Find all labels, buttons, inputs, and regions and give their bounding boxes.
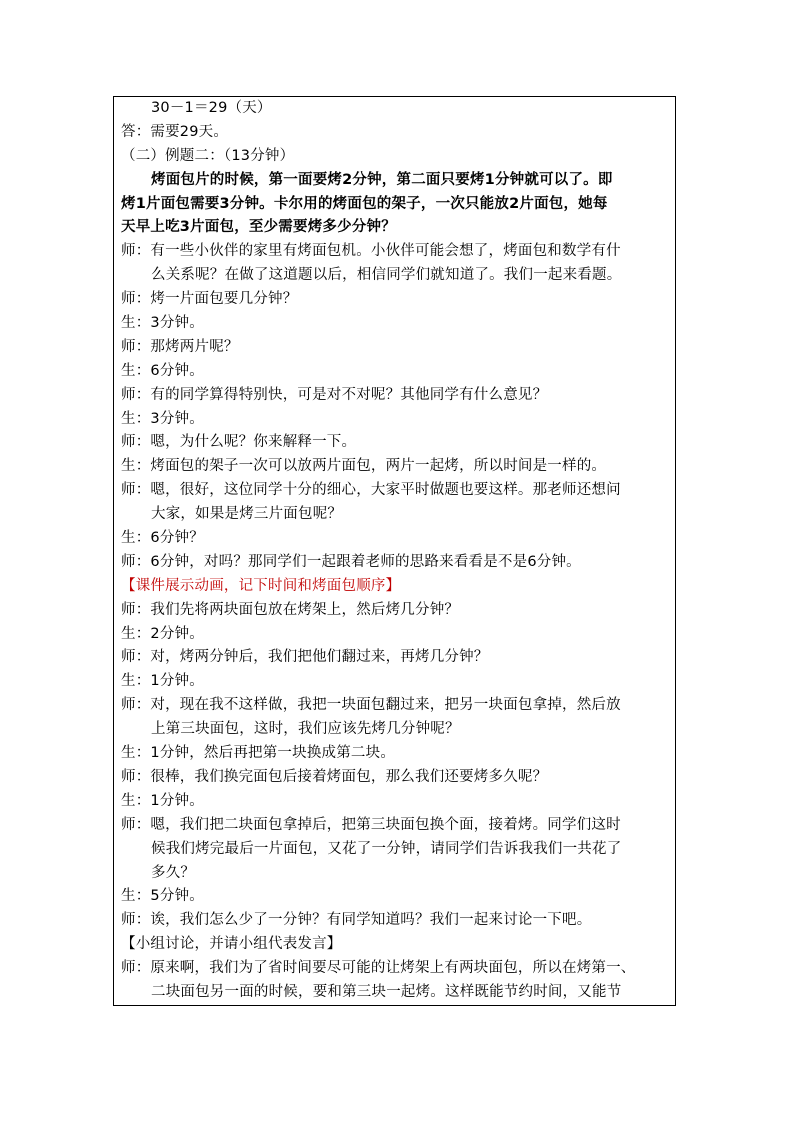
dialogue-line-continued: 二块面包另一面的时候，要和第三块一起烤。这样既能节约时间，又能节: [151, 983, 622, 1000]
dialogue-line: 生：3分钟。: [121, 410, 204, 427]
dialogue-line: 师：有的同学算得特别快，可是对不对呢？其他同学有什么意见？: [121, 386, 548, 403]
dialogue-line: 师：很棒，我们换完面包后接着烤面包，那么我们还要烤多久呢？: [121, 768, 548, 785]
section-heading: （二）例题二：（13分钟）: [121, 147, 295, 164]
dialogue-line: 师：诶，我们怎么少了一分钟？有同学知道吗？我们一起来讨论一下吧。: [121, 912, 592, 929]
dialogue-line: 生：2分钟。: [121, 625, 204, 642]
dialogue-line: 师：6分钟，对吗？那同学们一起跟着老师的思路来看看是不是6分钟。: [121, 553, 581, 570]
dialogue-line: 师：对，现在我不这样做，我把一块面包翻过来，把另一块面包拿掉，然后放: [121, 697, 621, 714]
dialogue-line-continued: 多久？: [151, 864, 196, 881]
dialogue-line: 生：3分钟。: [121, 315, 204, 332]
dialogue-line-continued: 候我们烤完最后一片面包，又花了一分钟，请同学们告诉我我们一共花了: [151, 840, 622, 857]
group-discussion-note: 【小组讨论，并请小组代表发言】: [121, 936, 342, 953]
dialogue-line-continued: 么关系呢？在做了这道题以后，相信同学们就知道了。我们一起来看题。: [151, 267, 622, 284]
dialogue-line: 生：1分钟，然后再把第一块换成第二块。: [121, 745, 396, 762]
dialogue-line: 师：嗯，为什么呢？你来解释一下。: [121, 434, 357, 451]
dialogue-line: 师：原来啊，我们为了省时间要尽可能的让烤架上有两块面包，所以在烤第一、: [121, 960, 636, 977]
dialogue-line: 生：1分钟。: [121, 792, 204, 809]
problem-text-line-1: 烤面包片的时候，第一面要烤2分钟，第二面只要烤1分钟就可以了。即: [151, 171, 613, 188]
dialogue-line: 师：烤一片面包要几分钟？: [121, 291, 298, 308]
problem-text-line-2: 烤1片面包需要3分钟。卡尔用的烤面包的架子，一次只能放2片面包，她每: [121, 195, 608, 212]
dialogue-line-continued: 大家，如果是烤三片面包呢？: [151, 506, 343, 523]
dialogue-line: 生：烤面包的架子一次可以放两片面包，两片一起烤，所以时间是一样的。: [121, 458, 607, 475]
dialogue-line: 生：6分钟？: [121, 530, 204, 547]
calc-line: 30－1＝29（天）: [151, 100, 272, 116]
answer-line: 答：需要29天。: [121, 123, 229, 140]
dialogue-line: 师：嗯，很好，这位同学十分的细心，大家平时做题也要这样。那老师还想问: [121, 482, 621, 499]
dialogue-line: 师：对，烤两分钟后，我们把他们翻过来，再烤几分钟？: [121, 649, 489, 666]
stage-direction-note: 【课件展示动画，记下时间和烤面包顺序】: [121, 577, 401, 594]
dialogue-line: 生：6分钟。: [121, 362, 204, 379]
dialogue-line: 师：那烤两片呢？: [121, 338, 239, 355]
dialogue-line: 师：嗯，我们把二块面包拿掉后，把第三块面包换个面，接着烤。同学们这时: [121, 816, 621, 833]
lesson-plan-table-cell: [113, 96, 676, 1006]
dialogue-line: 师：我们先将两块面包放在烤架上，然后烤几分钟？: [121, 601, 460, 618]
dialogue-line: 生：1分钟。: [121, 673, 204, 690]
dialogue-line-continued: 上第三块面包，这时，我们应该先烤几分钟呢？: [151, 721, 460, 738]
dialogue-line: 生：5分钟。: [121, 888, 204, 905]
dialogue-line: 师：有一些小伙伴的家里有烤面包机。小伙伴可能会想了，烤面包和数学有什: [121, 243, 621, 260]
problem-text-line-3: 天早上吃3片面包，至少需要烤多少分钟？: [121, 219, 396, 236]
